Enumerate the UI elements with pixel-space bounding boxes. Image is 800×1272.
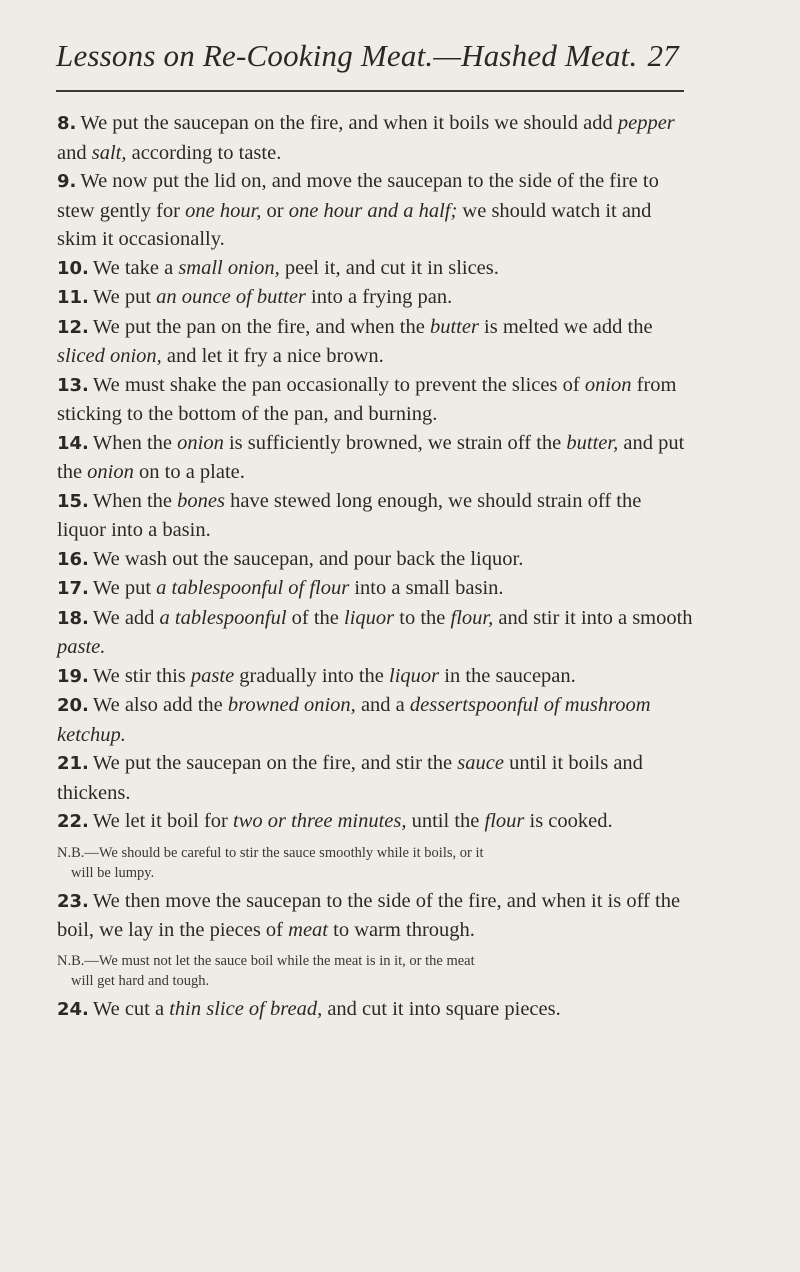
step-italic-text: bones bbox=[177, 489, 225, 512]
step-number: 19. bbox=[57, 665, 89, 687]
step-number: 11. bbox=[57, 287, 89, 308]
step-italic-text: liquor bbox=[344, 606, 395, 629]
step-text: have stewed long enough, we should strain off the liquor into a basin. bbox=[57, 489, 642, 541]
step-number: 24. bbox=[57, 998, 89, 1020]
step-text: gradually into the bbox=[234, 664, 390, 687]
step-text: We add bbox=[92, 606, 160, 629]
step-note bbox=[57, 843, 693, 883]
step-number: 13. bbox=[57, 374, 89, 396]
step-italic-text: small onion, bbox=[178, 256, 280, 279]
step-italic-text: butter bbox=[429, 315, 479, 338]
header-title: Lessons on Re-Cooking Meat.—Hashed Meat. bbox=[56, 38, 638, 73]
header-rule bbox=[56, 90, 684, 92]
note-text: N.B.—We must not let the sauce boil while the meat is in it, or the meat bbox=[57, 952, 475, 969]
recipe-steps bbox=[57, 109, 693, 1024]
step-number: 9. bbox=[57, 171, 77, 192]
step-22 bbox=[57, 807, 693, 837]
step-italic-text: dessertspoonful of mushroom ketchup. bbox=[57, 694, 651, 746]
step-14 bbox=[57, 429, 693, 487]
step-text: of the bbox=[286, 606, 345, 629]
step-number: 10. bbox=[57, 257, 89, 279]
step-italic-text: two or three minutes, bbox=[233, 810, 407, 832]
step-italic-text: thin slice of bread, bbox=[169, 997, 323, 1020]
step-text: from sticking to the bottom of the pan, and burning. bbox=[57, 373, 677, 425]
running-header bbox=[56, 38, 716, 74]
step-text: we should watch it and skim it occasionally. bbox=[57, 199, 652, 250]
step-text: and stir it into a smooth bbox=[493, 606, 693, 629]
note-text-continued: will be lumpy. bbox=[71, 864, 155, 881]
step-23 bbox=[57, 887, 693, 945]
step-text: and let it fry a nice brown. bbox=[161, 345, 384, 367]
step-italic-text: paste. bbox=[57, 636, 106, 658]
step-11 bbox=[57, 283, 693, 313]
step-text: according to taste. bbox=[126, 141, 282, 164]
step-italic-text: butter, bbox=[566, 431, 619, 454]
step-text: or bbox=[261, 199, 289, 222]
step-italic-text: onion bbox=[584, 373, 632, 396]
step-text: We also add the bbox=[92, 694, 228, 716]
step-text: We put the saucepan on the fire, and stir the bbox=[92, 752, 458, 774]
step-italic-text: flour bbox=[484, 810, 525, 832]
step-note bbox=[57, 951, 693, 991]
step-9 bbox=[57, 167, 693, 254]
step-21 bbox=[57, 749, 693, 807]
step-number: 8. bbox=[57, 113, 77, 134]
step-italic-text: salt, bbox=[91, 141, 127, 164]
step-12 bbox=[57, 313, 693, 371]
step-text: We then move the saucepan to the side of the fire, and when it is off the boil, we lay in the pieces of bbox=[57, 889, 681, 941]
step-text: to the bbox=[394, 606, 451, 629]
step-20 bbox=[57, 691, 693, 749]
step-italic-text: flour, bbox=[450, 606, 494, 629]
step-8 bbox=[57, 109, 693, 167]
step-text: We put the pan on the fire, and when the bbox=[92, 315, 430, 338]
step-13 bbox=[57, 371, 693, 429]
step-18 bbox=[57, 604, 693, 662]
step-number: 16. bbox=[57, 548, 89, 570]
step-italic-text: one hour and a half; bbox=[288, 199, 458, 222]
step-italic-text: an ounce of butter bbox=[156, 286, 306, 308]
step-italic-text: one hour, bbox=[185, 199, 262, 222]
step-italic-text: a tablespoonful of flour bbox=[156, 577, 350, 599]
step-italic-text: browned onion, bbox=[227, 694, 356, 716]
step-italic-text: sauce bbox=[457, 752, 504, 774]
note-text: N.B.—We should be careful to stir the sauce smoothly while it boils, or it bbox=[57, 844, 484, 861]
step-17 bbox=[57, 574, 693, 604]
step-10 bbox=[57, 254, 693, 284]
step-number: 23. bbox=[57, 890, 89, 912]
page-number: 27 bbox=[647, 38, 679, 73]
step-italic-text: sliced onion, bbox=[57, 345, 162, 367]
step-italic-text: pepper bbox=[617, 112, 675, 134]
step-number: 12. bbox=[57, 316, 89, 338]
step-text: and bbox=[57, 141, 92, 164]
step-text: to warm through. bbox=[328, 919, 475, 941]
step-italic-text: onion bbox=[177, 431, 224, 454]
step-text: until it boils and thickens. bbox=[57, 752, 643, 804]
step-number: 21. bbox=[57, 753, 89, 774]
step-number: 20. bbox=[57, 695, 89, 716]
step-text: We take a bbox=[92, 256, 179, 279]
step-text: We cut a bbox=[92, 997, 170, 1020]
step-text: and cut it into square pieces. bbox=[322, 997, 561, 1020]
step-text: When the bbox=[92, 431, 178, 454]
step-24 bbox=[57, 995, 693, 1025]
step-text: We put bbox=[92, 286, 157, 308]
step-text: in the saucepan. bbox=[439, 664, 576, 687]
step-15 bbox=[57, 487, 693, 545]
step-italic-text: meat bbox=[288, 919, 328, 941]
step-italic-text: onion bbox=[87, 461, 134, 483]
step-italic-text: paste bbox=[190, 664, 235, 687]
step-text: We put the saucepan on the fire, and when it boils we should add bbox=[80, 112, 618, 134]
step-text: into a small basin. bbox=[349, 577, 504, 599]
step-text: and a bbox=[355, 694, 410, 716]
step-text: We now put the lid on, and move the saucepan to the side of the fire to stew gently for bbox=[57, 170, 659, 222]
step-number: 18. bbox=[57, 607, 89, 629]
step-text: We must shake the pan occasionally to prevent the slices of bbox=[92, 373, 585, 396]
step-number: 17. bbox=[57, 578, 89, 599]
step-text: and put the bbox=[57, 431, 685, 483]
step-text: peel it, and cut it in slices. bbox=[279, 256, 499, 279]
step-italic-text: a tablespoonful bbox=[159, 606, 287, 629]
step-text: is sufficiently browned, we strain off the bbox=[223, 431, 567, 454]
step-number: 22. bbox=[57, 811, 89, 832]
step-text: is cooked. bbox=[524, 810, 613, 832]
step-number: 14. bbox=[57, 432, 89, 454]
step-16 bbox=[57, 545, 693, 575]
note-text-continued: will get hard and tough. bbox=[71, 972, 210, 989]
step-text: is melted we add the bbox=[478, 315, 653, 338]
step-text: When the bbox=[92, 489, 178, 512]
step-text: We put bbox=[92, 577, 157, 599]
step-number: 15. bbox=[57, 490, 89, 512]
step-text: on to a plate. bbox=[133, 461, 245, 483]
step-text: We stir this bbox=[92, 664, 191, 687]
step-19 bbox=[57, 662, 693, 692]
step-text: until the bbox=[406, 810, 485, 832]
step-italic-text: liquor bbox=[389, 664, 440, 687]
step-text: We let it boil for bbox=[92, 810, 233, 832]
step-text: into a frying pan. bbox=[305, 286, 453, 308]
step-text: We wash out the saucepan, and pour back the liquor. bbox=[92, 547, 524, 570]
